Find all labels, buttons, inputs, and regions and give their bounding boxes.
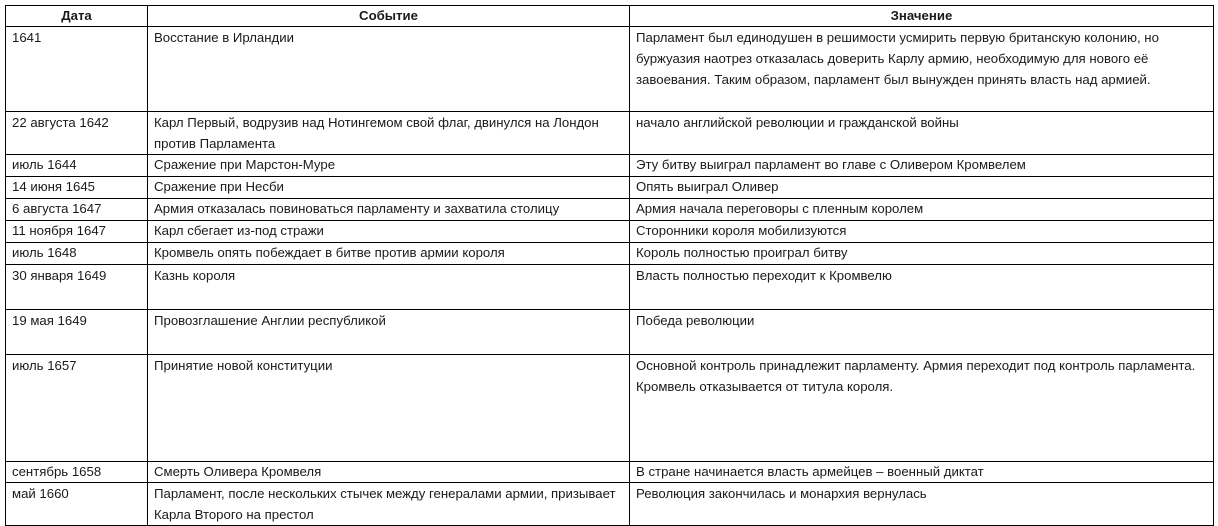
cell-meaning: начало английской революции и гражданской войны [630, 112, 1214, 155]
cell-event: Карл Первый, водрузив над Нотингемом свой флаг, двинулся на Лондон против Парламента [148, 112, 630, 155]
table-row [6, 243, 1214, 265]
table-row [6, 221, 1214, 243]
header-row [6, 6, 1214, 27]
cell-date: 14 июня 1645 [6, 177, 148, 199]
header-event: Событие [148, 6, 630, 27]
cell-event: Сражение при Марстон-Муре [148, 155, 630, 177]
cell-event: Принятие новой конституции [148, 355, 630, 462]
table-row [6, 112, 1214, 155]
table-row [6, 310, 1214, 355]
header-meaning: Значение [630, 6, 1214, 27]
table-row [6, 27, 1214, 112]
cell-event: Провозглашение Англии республикой [148, 310, 630, 355]
cell-date: май 1660 [6, 483, 148, 526]
cell-event: Смерть Оливера Кромвеля [148, 462, 630, 483]
cell-date: 1641 [6, 27, 148, 112]
cell-event: Карл сбегает из-под стражи [148, 221, 630, 243]
cell-event: Сражение при Несби [148, 177, 630, 199]
cell-meaning: Основной контроль принадлежит парламенту. Армия переходит под контроль парламента. Кромвель отказывается от титула короля. [630, 355, 1214, 462]
cell-meaning: Парламент был единодушен в решимости усмирить первую британскую колонию, но буржуазия наотрез отказалась доверить Карлу армию, необходимую для нового её завоевания. Таким образом, парламент был вынужден принять власть над армией. [630, 27, 1214, 112]
cell-meaning: Победа революции [630, 310, 1214, 355]
cell-meaning: Власть полностью переходит к Кромвелю [630, 265, 1214, 310]
cell-meaning: Сторонники короля мобилизуются [630, 221, 1214, 243]
table-row [6, 199, 1214, 221]
header-date: Дата [6, 6, 148, 27]
cell-event: Восстание в Ирландии [148, 27, 630, 112]
cell-date: июль 1648 [6, 243, 148, 265]
cell-date: 11 ноября 1647 [6, 221, 148, 243]
cell-date: июль 1657 [6, 355, 148, 462]
cell-meaning: Король полностью проиграл битву [630, 243, 1214, 265]
cell-date: 30 января 1649 [6, 265, 148, 310]
cell-date: 6 августа 1647 [6, 199, 148, 221]
table-row [6, 483, 1214, 526]
cell-meaning: Армия начала переговоры с пленным королем [630, 199, 1214, 221]
cell-meaning: В стране начинается власть армейцев – военный диктат [630, 462, 1214, 483]
table-row [6, 462, 1214, 483]
cell-date: сентябрь 1658 [6, 462, 148, 483]
cell-date: 19 мая 1649 [6, 310, 148, 355]
cell-event: Казнь короля [148, 265, 630, 310]
cell-event: Кромвель опять побеждает в битве против армии короля [148, 243, 630, 265]
cell-meaning: Революция закончилась и монархия вернулась [630, 483, 1214, 526]
table-row [6, 355, 1214, 462]
cell-meaning: Эту битву выиграл парламент во главе с Оливером Кромвелем [630, 155, 1214, 177]
table-row [6, 177, 1214, 199]
cell-event: Армия отказалась повиноваться парламенту и захватила столицу [148, 199, 630, 221]
cell-meaning: Опять выиграл Оливер [630, 177, 1214, 199]
cell-date: июль 1644 [6, 155, 148, 177]
table-row [6, 155, 1214, 177]
history-table [5, 5, 1214, 526]
cell-date: 22 августа 1642 [6, 112, 148, 155]
cell-event: Парламент, после нескольких стычек между генералами армии, призывает Карла Второго на престол [148, 483, 630, 526]
table-row [6, 265, 1214, 310]
